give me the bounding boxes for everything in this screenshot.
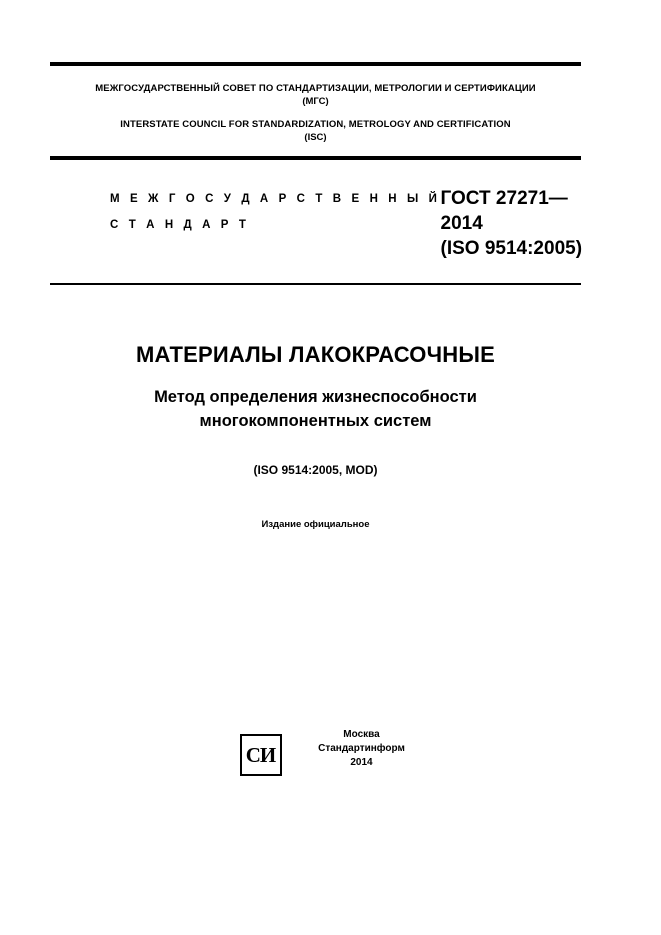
council-en-line1: INTERSTATE COUNCIL FOR STANDARDIZATION, METROLOGY AND CERTIFICATION [120, 119, 511, 130]
council-ru-line2: (МГС) [302, 96, 329, 107]
standartinform-logo-icon: СИ [240, 734, 282, 776]
page-subtitle-line1: Метод определения жизнеспособности [154, 388, 477, 406]
standard-code-line3: (ISO 9514:2005) [440, 238, 583, 259]
council-en-line2: (ISC) [304, 132, 327, 143]
imprint-year: 2014 [350, 757, 373, 768]
iso-reference-note: (ISO 9514:2005, MOD) [253, 463, 378, 477]
standard-code-block [441, 186, 631, 261]
imprint-publisher: Стандартинформ [318, 743, 405, 754]
standard-code-line1: ГОСТ 27271— [440, 188, 568, 209]
publisher-logo [240, 734, 284, 778]
official-edition-note: Издание официальное [261, 519, 370, 530]
standard-word-block [56, 186, 441, 238]
imprint-block [302, 728, 422, 770]
page-title: МАТЕРИАЛЫ ЛАКОКРАСОЧНЫЕ [136, 342, 495, 367]
council-block [50, 66, 581, 156]
standard-header-row [50, 160, 581, 283]
title-block [50, 285, 581, 530]
page-subtitle-line2: многокомпонентных систем [199, 412, 432, 430]
council-ru-line1: МЕЖГОСУДАРСТВЕННЫЙ СОВЕТ ПО СТАНДАРТИЗАЦИИ, МЕТРОЛОГИИ И СЕРТИФИКАЦИИ [95, 83, 536, 94]
standard-word-line1: М Е Ж Г О С У Д А Р С Т В Е Н Н Ы Й [110, 193, 441, 205]
footer-block [0, 728, 661, 778]
council-spacer [54, 108, 577, 118]
standard-word-line2: С Т А Н Д А Р Т [110, 219, 250, 231]
imprint-city: Москва [343, 729, 380, 740]
standard-code-line2: 2014 [440, 213, 483, 234]
title-page-content [50, 62, 581, 530]
